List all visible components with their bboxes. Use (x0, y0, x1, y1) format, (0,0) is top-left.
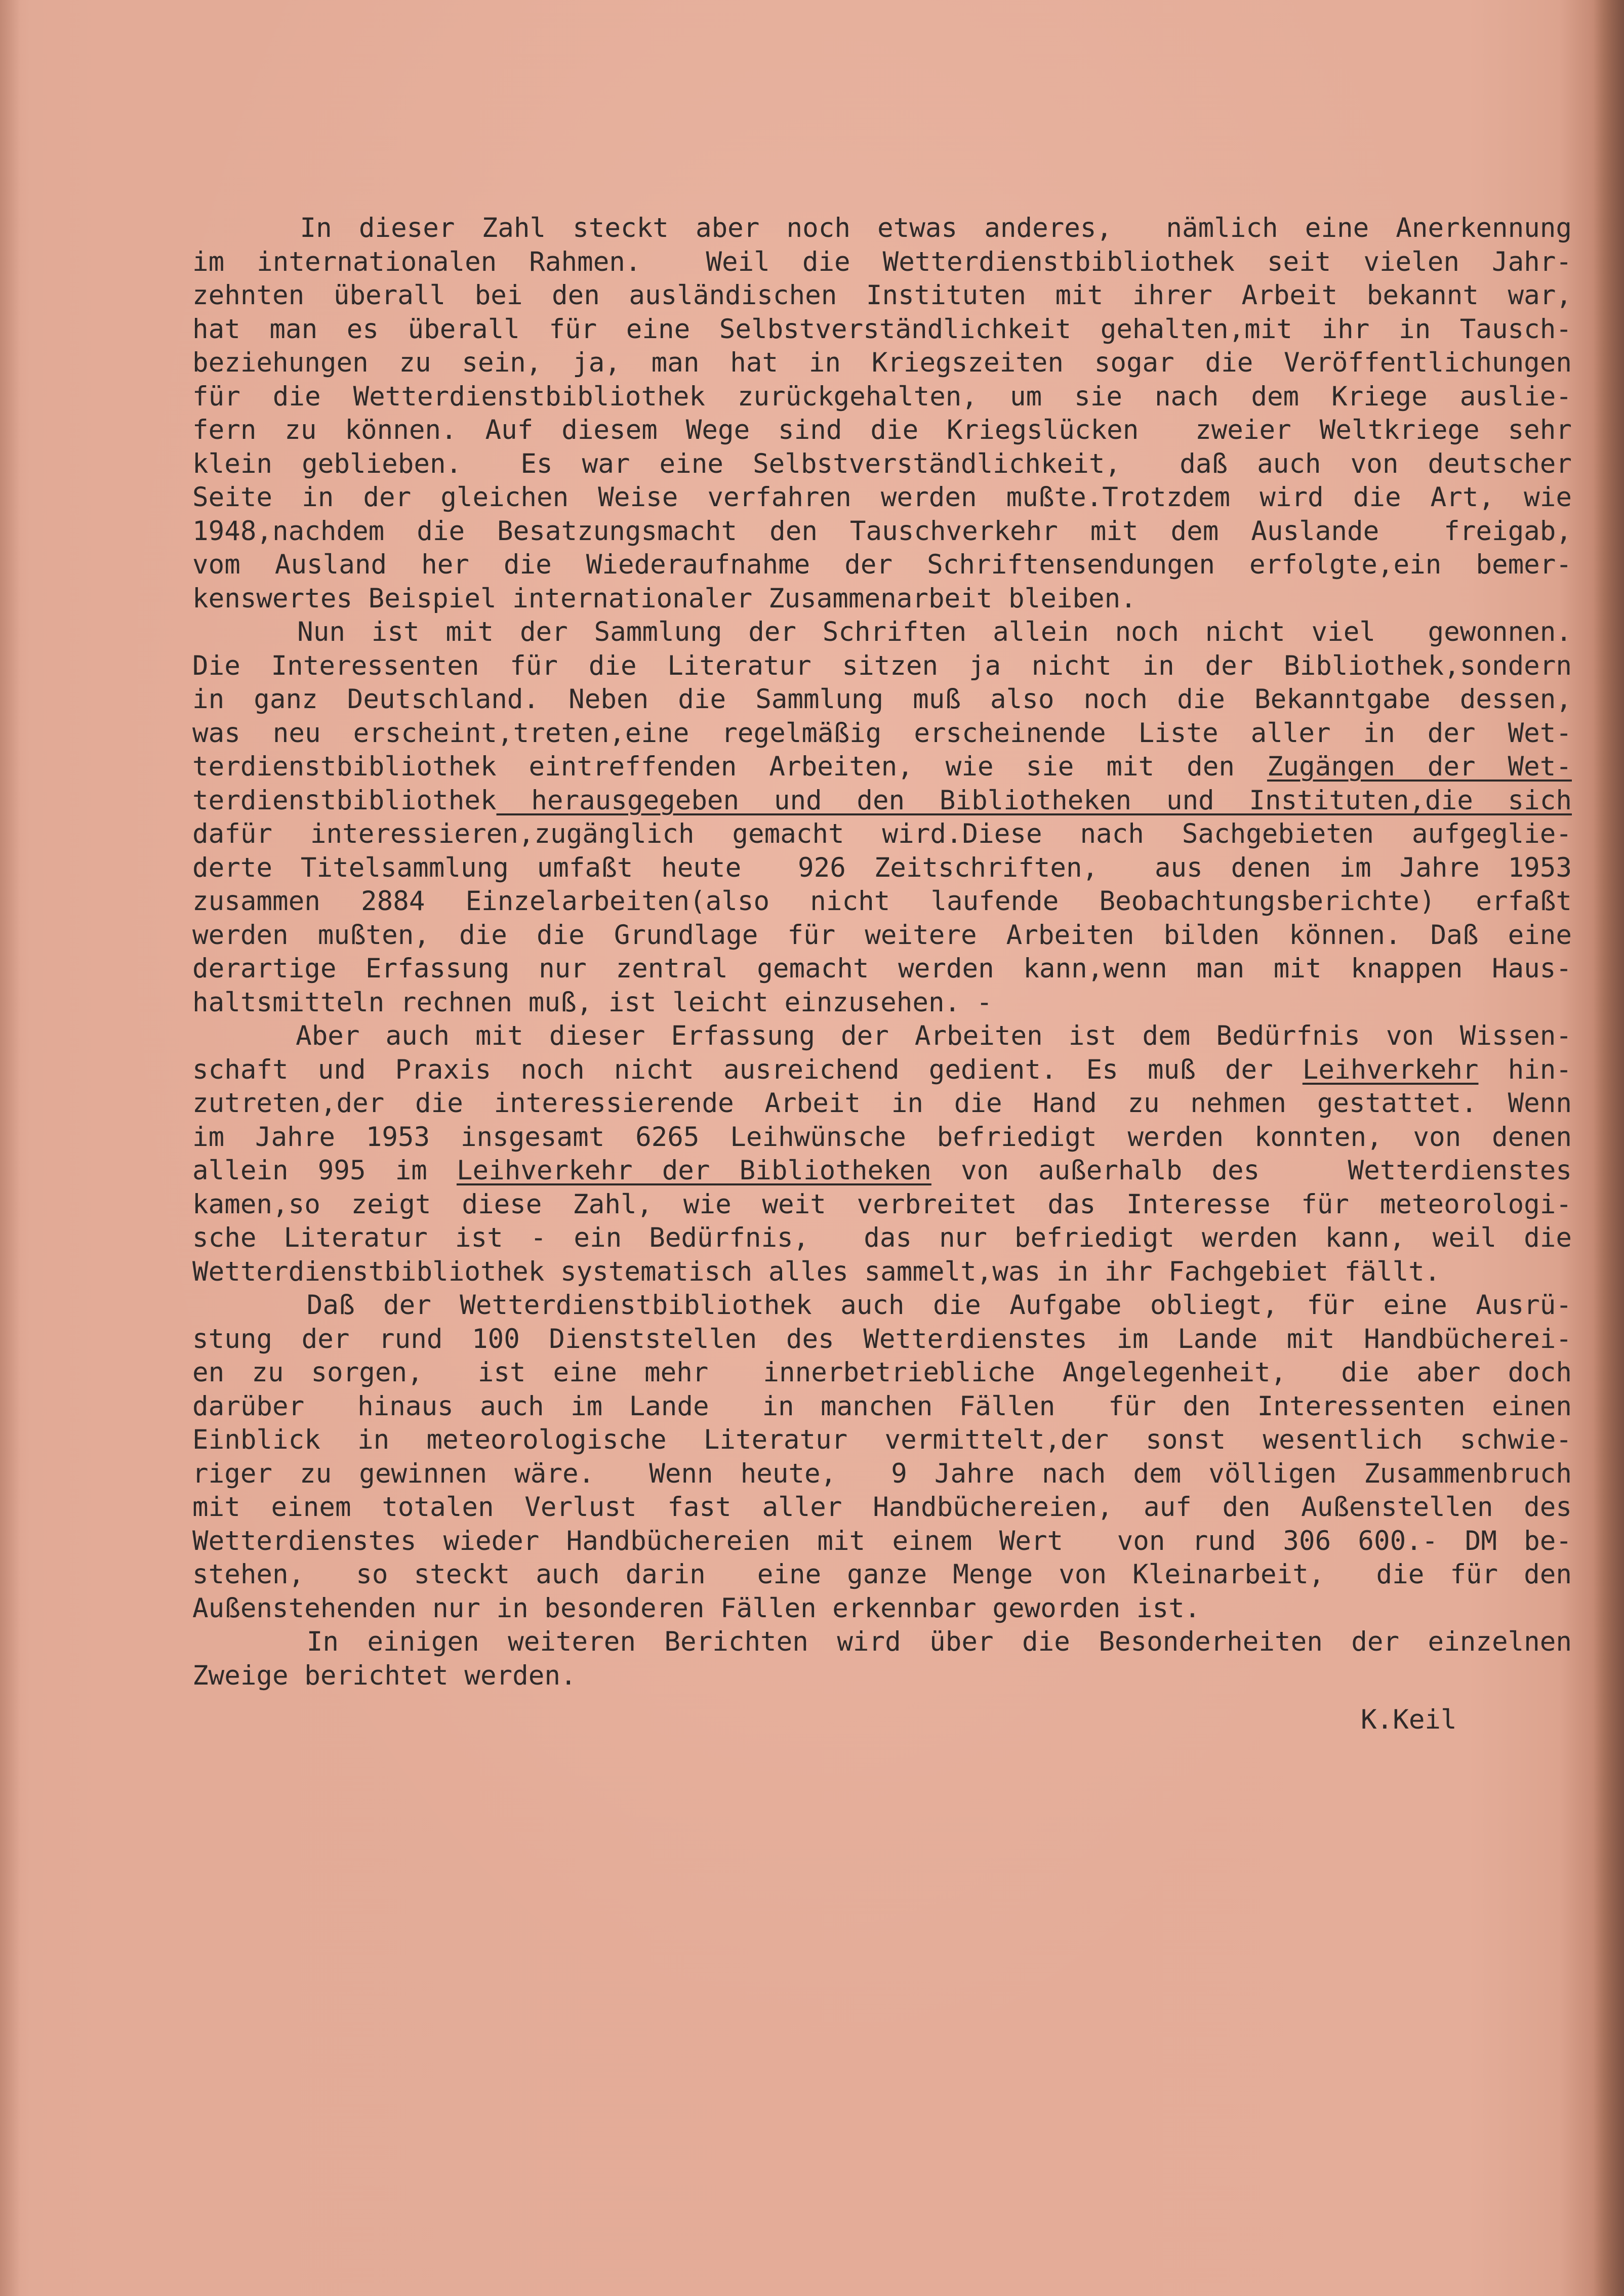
text-segment: en zu sorgen, ist eine mehr innerbetriebliche Angelegenheit, die aber doch (192, 1357, 1572, 1388)
text-segment: klein geblieben. Es war eine Selbstverständlichkeit, daß auch von deutscher (192, 448, 1572, 479)
text-line (192, 817, 1572, 851)
underlined-term: Zugängen der Wet- (1267, 751, 1572, 782)
text-line (192, 851, 1572, 885)
text-segment: 1948,nachdem die Besatzungsmacht den Tauschverkehr mit dem Auslande freigab, (192, 515, 1572, 547)
text-segment: In einigen weiteren Berichten wird über die Besonderheiten der einzelnen (192, 1626, 1572, 1657)
text-segment: Daß der Wetterdienstbibliothek auch die Aufgabe obliegt, für eine Ausrü- (192, 1290, 1572, 1321)
text-segment: mit einem totalen Verlust fast aller Handbüchereien, auf den Außenstellen des (192, 1492, 1572, 1523)
text-segment: allein 995 im (192, 1155, 457, 1186)
signature: K.Keil (1361, 1704, 1457, 1735)
text-segment: Zweige berichtet werden. (192, 1660, 577, 1691)
text-segment: werden mußten, die die Grundlage für weitere Arbeiten bilden können. Daß eine (192, 919, 1572, 951)
text-segment: haltsmitteln rechnen muß, ist leicht einzusehen. - (192, 987, 993, 1018)
text-line (192, 1491, 1572, 1525)
text-line (192, 784, 1572, 818)
text-segment: sche Literatur ist - ein Bedürfnis, das nur befriedigt werden kann, weil die (192, 1222, 1572, 1253)
text-segment: Wetterdienstbibliothek systematisch alles sammelt,was in ihr Fachgebiet fällt. (192, 1256, 1441, 1287)
text-line (192, 245, 1572, 279)
text-line (192, 1154, 1572, 1188)
paragraph (192, 1625, 1572, 1693)
text-line (192, 447, 1572, 481)
text-line (192, 616, 1572, 649)
text-segment: was neu erscheint,treten,eine regelmäßig erscheinende Liste aller in der Wet- (192, 717, 1572, 749)
text-line (192, 582, 1572, 616)
text-segment: zusammen 2884 Einzelarbeiten(also nicht laufende Beobachtungsberichte) erfaßt (192, 886, 1572, 917)
text-segment: kenswertes Beispiel internationaler Zusammenarbeit bleiben. (192, 583, 1136, 614)
text-line (192, 1659, 1572, 1693)
text-line (192, 1592, 1572, 1626)
text-segment: von außerhalb des Wetterdienstes (931, 1155, 1572, 1186)
text-line (192, 1188, 1572, 1222)
text-segment: Die Interessenten für die Literatur sitzen ja nicht in der Bibliothek,sondern (192, 650, 1572, 681)
text-segment: hin- (1478, 1054, 1572, 1085)
text-line (192, 548, 1572, 582)
text-segment: riger zu gewinnen wäre. Wenn heute, 9 Jahre nach dem völligen Zusammenbruch (192, 1458, 1572, 1489)
text-line (192, 1625, 1572, 1659)
text-line (192, 1221, 1572, 1255)
text-segment: schaft und Praxis noch nicht ausreichend gedient. Es muß der (192, 1054, 1303, 1085)
text-segment: dafür interessieren,zugänglich gemacht wird.Diese nach Sachgebieten aufgeglie- (192, 818, 1572, 849)
text-segment: fern zu können. Auf diesem Wege sind die Kriegslücken zweier Weltkriege sehr (192, 415, 1572, 445)
paragraph (192, 1289, 1572, 1625)
text-segment: darüber hinaus auch im Lande in manchen Fällen für den Interessenten einen (192, 1390, 1572, 1422)
text-segment: Außenstehenden nur in besonderen Fällen erkennbar geworden ist. (192, 1592, 1201, 1624)
paragraph (192, 212, 1572, 616)
paragraph (192, 616, 1572, 1019)
text-line (192, 1525, 1572, 1559)
text-segment: für die Wetterdienstbibliothek zurückgehalten, um sie nach dem Kriege auslie- (192, 381, 1572, 412)
text-segment: zutreten,der die interessierende Arbeit in die Hand zu nehmen gestattet. Wenn (192, 1088, 1572, 1119)
text-line (192, 1323, 1572, 1357)
text-line (192, 952, 1572, 986)
text-line (192, 986, 1572, 1020)
text-line (192, 313, 1572, 347)
text-line (192, 919, 1572, 953)
page-right-edge (1594, 0, 1624, 2296)
text-segment: Nun ist mit der Sammlung der Schriften allein noch nicht viel gewonnen. (192, 617, 1572, 647)
text-line (192, 414, 1572, 447)
text-line (192, 1121, 1572, 1155)
text-segment: Einblick in meteorologische Literatur vermittelt,der sonst wesentlich schwie- (192, 1424, 1572, 1455)
text-segment: kamen,so zeigt diese Zahl, wie weit verbreitet das Interesse für meteorologi- (192, 1188, 1572, 1220)
page-left-edge (0, 0, 20, 2296)
text-segment: In dieser Zahl steckt aber noch etwas anderes, nämlich eine Anerkennung (192, 213, 1572, 243)
underlined-term: herausgegeben und den Bibliotheken und Instituten,die sich (496, 785, 1572, 816)
body-text (192, 212, 1572, 1693)
text-segment: im Jahre 1953 insgesamt 6265 Leihwünsche befriedigt werden konnten, von denen (192, 1121, 1572, 1153)
text-line (192, 481, 1572, 515)
text-segment: im internationalen Rahmen. Weil die Wetterdienstbibliothek seit vielen Jahr- (192, 246, 1572, 277)
text-line (192, 1289, 1572, 1323)
text-segment: Aber auch mit dieser Erfassung der Arbeiten ist dem Bedürfnis von Wissen- (192, 1020, 1572, 1051)
text-line (192, 1390, 1572, 1424)
text-segment: stung der rund 100 Dienststellen des Wetterdienstes im Lande mit Handbücherei- (192, 1323, 1572, 1355)
text-line (192, 649, 1572, 683)
text-segment: derte Titelsammlung umfaßt heute 926 Zeitschriften, aus denen im Jahre 1953 (192, 852, 1572, 883)
text-line (192, 683, 1572, 717)
text-line (192, 750, 1572, 784)
text-line (192, 346, 1572, 380)
text-line (192, 1087, 1572, 1121)
text-line (192, 1457, 1572, 1491)
text-segment: vom Ausland her die Wiederaufnahme der Schriftensendungen erfolgte,ein bemer- (192, 549, 1572, 580)
text-segment: stehen, so steckt auch darin eine ganze Menge von Kleinarbeit, die für den (192, 1559, 1572, 1590)
text-segment: derartige Erfassung nur zentral gemacht werden kann,wenn man mit knappen Haus- (192, 953, 1572, 984)
text-line (192, 885, 1572, 919)
text-line (192, 380, 1572, 414)
text-segment: zehnten überall bei den ausländischen Instituten mit ihrer Arbeit bekannt war, (192, 280, 1572, 311)
underlined-term: Leihverkehr (1302, 1054, 1479, 1085)
text-segment: in ganz Deutschland. Neben die Sammlung muß also noch die Bekanntgabe dessen, (192, 684, 1572, 715)
text-line (192, 1053, 1572, 1087)
text-line (192, 1019, 1572, 1053)
text-segment: beziehungen zu sein, ja, man hat in Kriegszeiten sogar die Veröffentlichungen (192, 347, 1572, 378)
text-line (192, 1558, 1572, 1592)
text-line (192, 1423, 1572, 1457)
text-segment: terdienstbibliothek (192, 785, 497, 816)
text-segment: Seite in der gleichen Weise verfahren werden mußte.Trotzdem wird die Art, wie (192, 482, 1572, 513)
text-segment: terdienstbibliothek eintreffenden Arbeiten, wie sie mit den (192, 751, 1267, 782)
text-line (192, 717, 1572, 751)
text-line (192, 1356, 1572, 1390)
text-line (192, 212, 1572, 245)
text-line (192, 515, 1572, 549)
text-segment: hat man es überall für eine Selbstverständlichkeit gehalten,mit ihr in Tausch- (192, 313, 1572, 345)
text-segment: Wetterdienstes wieder Handbüchereien mit einem Wert von rund 306 600.- DM be- (192, 1525, 1572, 1556)
paragraph (192, 1019, 1572, 1289)
underlined-term: Leihverkehr der Bibliotheken (456, 1155, 931, 1186)
text-line (192, 279, 1572, 313)
text-line (192, 1255, 1572, 1289)
